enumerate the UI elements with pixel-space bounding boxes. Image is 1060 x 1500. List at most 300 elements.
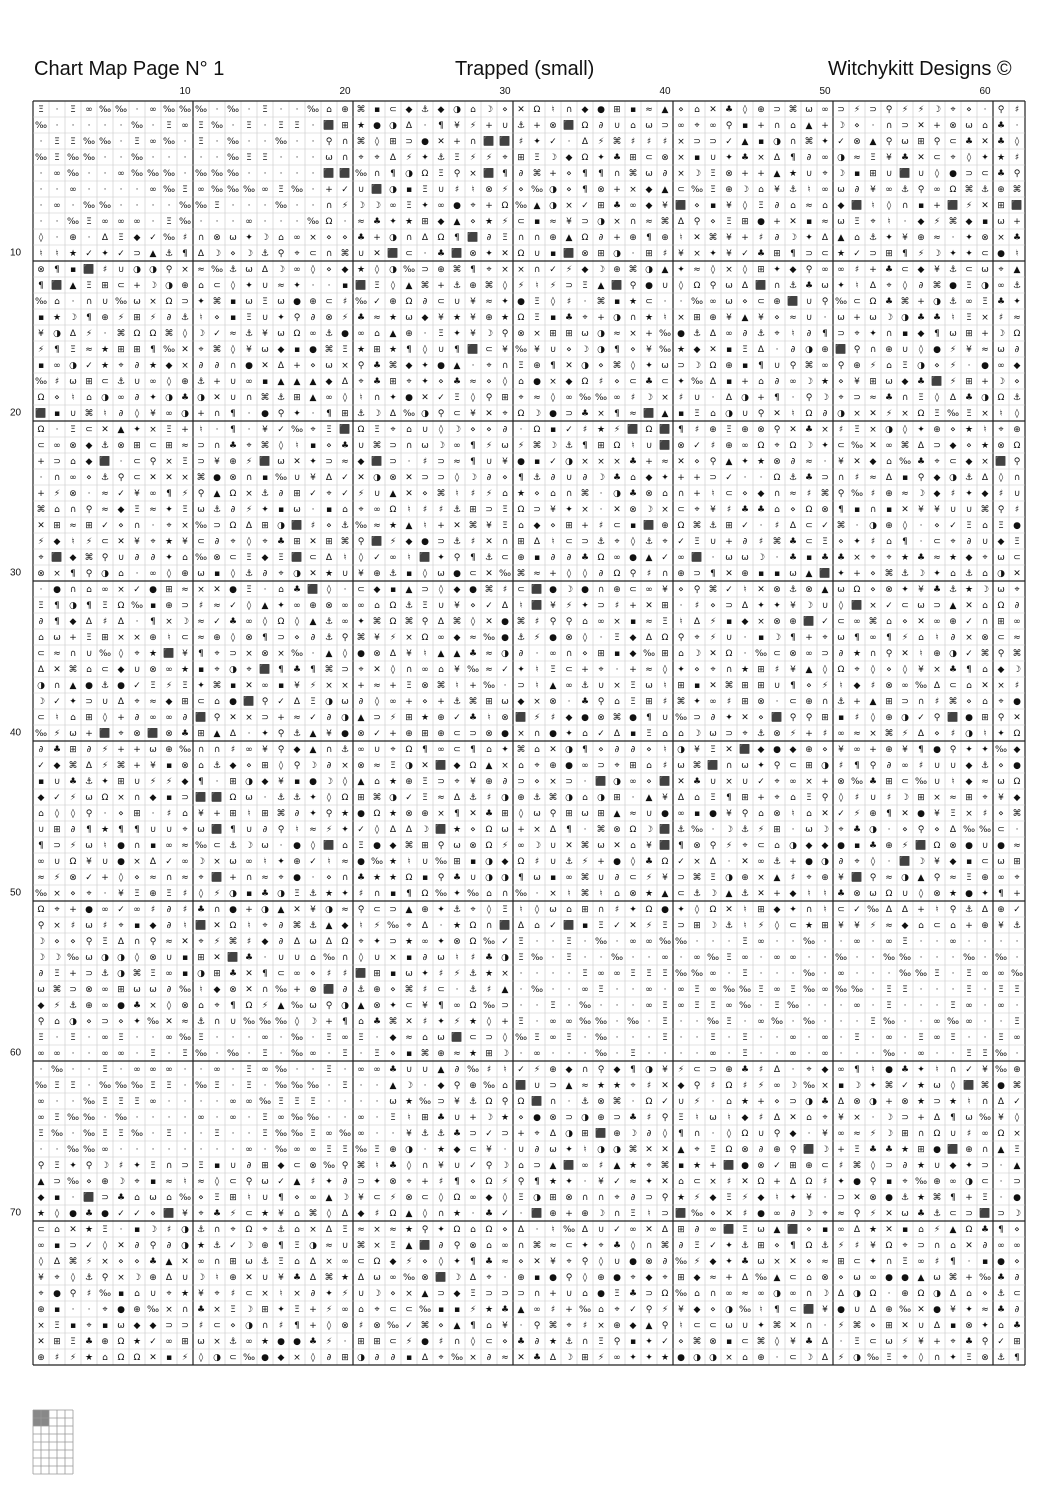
- svg-text:Ξ: Ξ: [758, 985, 764, 995]
- svg-text:·: ·: [168, 153, 171, 163]
- svg-text:⌘: ⌘: [389, 1017, 398, 1027]
- svg-text:♯: ♯: [855, 265, 859, 275]
- svg-text:Ξ: Ξ: [902, 937, 908, 947]
- svg-text:☽: ☽: [709, 921, 717, 931]
- svg-text:¶: ¶: [54, 617, 60, 627]
- svg-text:Ξ: Ξ: [150, 1161, 156, 1171]
- svg-text:⚡: ⚡: [902, 1337, 908, 1347]
- svg-text:Δ: Δ: [38, 665, 45, 675]
- svg-text:☽: ☽: [645, 825, 653, 835]
- svg-text:∞: ∞: [549, 649, 557, 659]
- svg-text:✓: ✓: [117, 1209, 125, 1219]
- svg-text:⌂: ⌂: [694, 1289, 700, 1299]
- svg-text:◊: ◊: [631, 856, 636, 867]
- svg-text:▲: ▲: [950, 601, 957, 611]
- svg-text:★: ★: [917, 1193, 925, 1203]
- svg-text:∪: ∪: [982, 841, 989, 851]
- svg-text:Ω: Ω: [886, 889, 893, 899]
- svg-text:⊃: ⊃: [549, 1081, 557, 1091]
- svg-text:⚡: ⚡: [838, 1321, 844, 1331]
- svg-text:♮: ♮: [631, 441, 634, 451]
- svg-text:Ω: Ω: [710, 361, 717, 371]
- svg-text:✦: ✦: [869, 329, 877, 339]
- svg-text:Ξ: Ξ: [630, 1209, 636, 1219]
- svg-text:♮: ♮: [807, 185, 810, 195]
- svg-text:∂: ∂: [615, 745, 620, 755]
- svg-text:⌂: ⌂: [134, 1289, 140, 1299]
- svg-text:★: ★: [485, 1305, 493, 1315]
- svg-text:⊂: ⊂: [1013, 1289, 1021, 1299]
- svg-text:⚲: ⚲: [38, 921, 45, 931]
- svg-text:⌖: ⌖: [502, 153, 507, 163]
- svg-text:‰: ‰: [35, 297, 47, 307]
- svg-text:⊞: ⊞: [677, 681, 685, 691]
- svg-text:+: +: [1013, 217, 1021, 227]
- svg-text:×: ×: [117, 585, 125, 595]
- svg-text:ω: ω: [245, 793, 253, 803]
- svg-text:·: ·: [568, 1097, 571, 1107]
- svg-text:‰: ‰: [67, 953, 79, 963]
- svg-text:⋄: ⋄: [486, 377, 492, 387]
- svg-text:▪: ▪: [326, 505, 332, 515]
- svg-text:⚓: ⚓: [245, 329, 253, 339]
- svg-text:·: ·: [1016, 1001, 1019, 1011]
- svg-text:◊: ◊: [375, 696, 380, 707]
- svg-text:·: ·: [88, 1049, 91, 1059]
- svg-text:✕: ✕: [565, 841, 573, 851]
- svg-text:‰: ‰: [899, 953, 911, 963]
- svg-text:✕: ✕: [245, 985, 253, 995]
- svg-text:⬛: ⬛: [163, 647, 174, 659]
- svg-text:×: ×: [933, 665, 941, 675]
- svg-text:·: ·: [904, 1001, 907, 1011]
- svg-text:⌘: ⌘: [517, 745, 526, 755]
- svg-text:⚓: ⚓: [341, 521, 349, 531]
- svg-text:▪: ▪: [150, 1177, 156, 1187]
- svg-text:⊃: ⊃: [501, 1129, 509, 1139]
- svg-text:⋄: ⋄: [998, 761, 1004, 771]
- svg-text:✕: ✕: [821, 809, 829, 819]
- svg-text:⊞: ⊞: [373, 1337, 381, 1347]
- svg-text:‰: ‰: [659, 329, 671, 339]
- svg-text:⊂: ⊂: [469, 1033, 477, 1043]
- svg-text:≈: ≈: [277, 281, 285, 291]
- svg-text:∞: ∞: [933, 617, 941, 627]
- svg-text:♮: ♮: [743, 585, 746, 595]
- svg-text:⬛: ⬛: [99, 455, 110, 467]
- svg-text:⚡: ⚡: [86, 537, 92, 547]
- svg-text:♯: ♯: [967, 1129, 971, 1139]
- svg-text:▲: ▲: [646, 1321, 653, 1331]
- svg-text:♯: ♯: [759, 1065, 763, 1075]
- svg-text:·: ·: [72, 1049, 75, 1059]
- svg-text:⌂: ⌂: [278, 585, 284, 595]
- svg-text:◆: ◆: [502, 857, 509, 867]
- svg-text:▲: ▲: [550, 681, 557, 691]
- svg-text:+: +: [757, 393, 765, 403]
- svg-text:·: ·: [648, 953, 651, 963]
- svg-text:♯: ♯: [887, 793, 891, 803]
- svg-text:∂: ∂: [967, 537, 972, 547]
- svg-text:⊂: ⊂: [197, 537, 205, 547]
- svg-text:∂: ∂: [599, 569, 604, 579]
- svg-text:☽: ☽: [501, 1049, 509, 1059]
- svg-text:⚡: ⚡: [86, 1257, 92, 1267]
- svg-text:⌖: ⌖: [1014, 585, 1019, 595]
- svg-text:⚡: ⚡: [902, 105, 908, 115]
- svg-text:∞: ∞: [661, 953, 669, 963]
- svg-text:▪: ▪: [438, 1305, 444, 1315]
- svg-text:◊: ◊: [871, 712, 876, 723]
- svg-text:Ξ: Ξ: [54, 137, 60, 147]
- svg-text:¥: ¥: [870, 1241, 876, 1251]
- svg-text:⌘: ⌘: [1013, 649, 1022, 659]
- svg-text:⚡: ⚡: [406, 1337, 412, 1347]
- svg-text:≈: ≈: [629, 1177, 637, 1187]
- svg-text:Ξ: Ξ: [214, 1081, 220, 1091]
- svg-text:¥: ¥: [326, 729, 332, 739]
- svg-text:▪: ▪: [38, 361, 44, 371]
- svg-text:·: ·: [984, 937, 987, 947]
- svg-text:Ξ: Ξ: [230, 1305, 236, 1315]
- svg-text:∩: ∩: [726, 665, 733, 675]
- svg-text:∞: ∞: [789, 953, 797, 963]
- svg-text:⊂: ⊂: [757, 841, 765, 851]
- row-number: 30: [10, 568, 21, 579]
- svg-text:∞: ∞: [853, 1001, 861, 1011]
- svg-text:✓: ✓: [613, 1225, 621, 1235]
- svg-text:⊞: ⊞: [101, 281, 109, 291]
- svg-text:·: ·: [56, 1145, 59, 1155]
- svg-text:¥: ¥: [358, 569, 364, 579]
- svg-text:⊃: ⊃: [517, 1289, 525, 1299]
- svg-text:♯: ♯: [71, 921, 75, 931]
- svg-text:◊: ◊: [919, 344, 924, 355]
- svg-text:⊕: ⊕: [37, 1353, 45, 1363]
- svg-text:☽: ☽: [501, 1161, 509, 1171]
- svg-text:▲: ▲: [390, 1081, 397, 1091]
- svg-text:¥: ¥: [726, 201, 732, 211]
- svg-text:¥: ¥: [134, 537, 140, 547]
- svg-text:‰: ‰: [147, 1017, 159, 1027]
- svg-text:Ξ: Ξ: [70, 1337, 76, 1347]
- svg-text:·: ·: [504, 1273, 507, 1283]
- svg-text:⌂: ⌂: [694, 793, 700, 803]
- svg-text:×: ×: [245, 649, 253, 659]
- svg-text:Ξ: Ξ: [518, 937, 524, 947]
- svg-text:·: ·: [808, 1129, 811, 1139]
- svg-text:▪: ▪: [406, 185, 412, 195]
- svg-text:⊃: ⊃: [181, 1161, 189, 1171]
- svg-text:⊃: ⊃: [997, 1209, 1005, 1219]
- svg-text:✓: ✓: [965, 617, 973, 627]
- svg-text:⊗: ⊗: [965, 1321, 973, 1331]
- svg-text:·: ·: [984, 985, 987, 995]
- svg-text:◊: ◊: [375, 264, 380, 275]
- svg-text:⚲: ⚲: [70, 1289, 77, 1299]
- svg-text:✦: ✦: [261, 505, 269, 515]
- svg-text:+: +: [597, 857, 605, 867]
- svg-text:‰: ‰: [307, 217, 319, 227]
- svg-text:⌂: ⌂: [566, 905, 572, 915]
- svg-text:Ξ: Ξ: [134, 1097, 140, 1107]
- svg-text:∞: ∞: [101, 1001, 109, 1011]
- svg-text:∞: ∞: [533, 1305, 541, 1315]
- svg-text:♣: ♣: [293, 585, 301, 595]
- svg-text:⊗: ⊗: [69, 441, 77, 451]
- svg-text:·: ·: [552, 985, 555, 995]
- svg-text:⊂: ⊂: [837, 441, 845, 451]
- svg-text:·: ·: [104, 169, 107, 179]
- svg-text:⌂: ⌂: [662, 489, 668, 499]
- svg-text:¶: ¶: [838, 505, 844, 515]
- svg-text:✓: ✓: [853, 249, 861, 259]
- svg-text:∩: ∩: [214, 409, 221, 419]
- svg-text:×: ×: [277, 649, 285, 659]
- svg-text:∞: ∞: [149, 489, 157, 499]
- svg-text:♯: ♯: [455, 185, 459, 195]
- svg-text:∞: ∞: [197, 1257, 205, 1267]
- svg-text:●: ●: [965, 889, 973, 899]
- svg-text:◑: ◑: [101, 569, 109, 579]
- svg-text:Ξ: Ξ: [502, 505, 508, 515]
- svg-text:ω: ω: [85, 921, 93, 931]
- svg-text:⊕: ⊕: [933, 649, 941, 659]
- svg-text:◑: ◑: [613, 777, 621, 787]
- svg-text:◑: ◑: [597, 793, 605, 803]
- svg-text:☽: ☽: [405, 1081, 413, 1091]
- svg-text:▪: ▪: [982, 1257, 988, 1267]
- svg-text:⬛: ⬛: [787, 1223, 798, 1235]
- svg-text:¥: ¥: [790, 1337, 796, 1347]
- svg-text:⌘: ⌘: [693, 873, 702, 883]
- svg-text:⊂: ⊂: [405, 1001, 413, 1011]
- svg-text:∂: ∂: [663, 1257, 668, 1267]
- svg-text:⊕: ⊕: [885, 713, 893, 723]
- svg-text:⊞: ⊞: [693, 313, 701, 323]
- svg-text:★: ★: [453, 825, 461, 835]
- svg-text:✕: ✕: [549, 745, 557, 755]
- svg-text:▪: ▪: [134, 921, 140, 931]
- svg-text:⚲: ⚲: [198, 489, 205, 499]
- svg-text:¶: ¶: [326, 409, 332, 419]
- svg-text:∞: ∞: [133, 217, 141, 227]
- svg-text:⌂: ⌂: [998, 1321, 1004, 1331]
- svg-text:ω: ω: [197, 825, 205, 835]
- svg-text:‰: ‰: [227, 105, 239, 115]
- svg-text:¶: ¶: [310, 665, 316, 675]
- svg-text:+: +: [757, 169, 765, 179]
- svg-text:●: ●: [581, 713, 589, 723]
- svg-text:‰: ‰: [179, 745, 191, 755]
- svg-text:✕: ✕: [517, 105, 525, 115]
- svg-text:●: ●: [421, 537, 429, 547]
- svg-text:⚲: ⚲: [758, 409, 765, 419]
- svg-text:⚓: ⚓: [581, 1097, 589, 1107]
- svg-text:◑: ◑: [117, 969, 125, 979]
- svg-text:◊: ◊: [471, 392, 476, 403]
- svg-text:⋄: ⋄: [838, 1273, 844, 1283]
- svg-text:Ω: Ω: [854, 585, 861, 595]
- row-number: 40: [10, 728, 21, 739]
- svg-text:⚡: ⚡: [950, 377, 956, 387]
- svg-text:∞: ∞: [773, 985, 781, 995]
- svg-text:♣: ♣: [197, 1305, 205, 1315]
- svg-text:·: ·: [328, 1113, 331, 1123]
- svg-text:⊞: ⊞: [869, 169, 877, 179]
- svg-text:☽: ☽: [181, 617, 189, 627]
- svg-text:⋄: ⋄: [694, 457, 700, 467]
- svg-text:●: ●: [309, 777, 317, 787]
- svg-text:◊: ◊: [583, 632, 588, 643]
- svg-text:✦: ✦: [869, 1257, 877, 1267]
- svg-text:⊂: ⊂: [933, 921, 941, 931]
- svg-text:≈: ≈: [101, 489, 109, 499]
- svg-text:◆: ◆: [966, 457, 973, 467]
- svg-text:Ξ: Ξ: [950, 1001, 956, 1011]
- svg-text:●: ●: [997, 1257, 1005, 1267]
- svg-text:·: ·: [1016, 121, 1019, 131]
- svg-text:∞: ∞: [37, 857, 45, 867]
- svg-text:◑: ◑: [597, 1145, 605, 1155]
- svg-text:⊞: ⊞: [517, 153, 525, 163]
- svg-text:⚲: ⚲: [838, 489, 845, 499]
- svg-text:∪: ∪: [454, 1113, 461, 1123]
- svg-text:‰: ‰: [579, 1001, 591, 1011]
- svg-text:≈: ≈: [645, 105, 653, 115]
- svg-text:▲: ▲: [646, 793, 653, 803]
- svg-text:◑: ◑: [389, 185, 397, 195]
- svg-text:✓: ✓: [117, 905, 125, 915]
- svg-text:●: ●: [757, 217, 765, 227]
- svg-text:⚓: ⚓: [533, 793, 541, 803]
- svg-text:‰: ‰: [275, 1081, 287, 1091]
- svg-text:≈: ≈: [485, 665, 493, 675]
- svg-text:‰: ‰: [51, 1065, 63, 1075]
- svg-text:‰: ‰: [579, 1305, 591, 1315]
- svg-text:◑: ◑: [773, 1289, 781, 1299]
- svg-text:⋄: ⋄: [118, 521, 124, 531]
- svg-text:✕: ✕: [741, 1177, 749, 1187]
- svg-text:¶: ¶: [582, 169, 588, 179]
- svg-text:ω: ω: [933, 1081, 941, 1091]
- svg-text:∞: ∞: [629, 201, 637, 211]
- svg-text:⊃: ⊃: [101, 1017, 109, 1027]
- svg-text:∪: ∪: [614, 1257, 621, 1267]
- svg-text:⌖: ⌖: [822, 633, 827, 643]
- svg-text:⊞: ⊞: [405, 713, 413, 723]
- svg-text:✕: ✕: [485, 617, 493, 627]
- svg-text:♯: ♯: [807, 489, 811, 499]
- svg-text:ω: ω: [885, 1337, 893, 1347]
- svg-text:·: ·: [40, 201, 43, 211]
- svg-text:⌂: ⌂: [694, 105, 700, 115]
- svg-text:✓: ✓: [53, 793, 61, 803]
- svg-text:⌖: ⌖: [406, 921, 411, 931]
- svg-text:⋄: ⋄: [118, 1257, 124, 1267]
- svg-text:⊗: ⊗: [517, 329, 525, 339]
- svg-text:⌖: ⌖: [294, 249, 299, 259]
- svg-text:Ξ: Ξ: [966, 281, 972, 291]
- svg-text:⬛: ⬛: [51, 551, 62, 563]
- svg-text:Ω: Ω: [406, 745, 413, 755]
- svg-text:∪: ∪: [694, 393, 701, 403]
- svg-text:·: ·: [88, 489, 91, 499]
- svg-text:¶: ¶: [118, 825, 124, 835]
- svg-text:⬛: ⬛: [467, 343, 478, 355]
- svg-text:ω: ω: [501, 697, 509, 707]
- svg-text:♮: ♮: [199, 425, 202, 435]
- svg-text:·: ·: [56, 425, 59, 435]
- svg-text:∩: ∩: [630, 217, 637, 227]
- svg-text:×: ×: [181, 473, 189, 483]
- svg-text:⚓: ⚓: [453, 537, 461, 547]
- svg-text:⊗: ⊗: [629, 889, 637, 899]
- svg-text:·: ·: [120, 121, 123, 131]
- svg-text:◊: ◊: [295, 616, 300, 627]
- svg-text:⚡: ⚡: [646, 921, 652, 931]
- svg-text:∞: ∞: [917, 1049, 925, 1059]
- svg-text:⌖: ⌖: [742, 841, 747, 851]
- svg-text:☽: ☽: [277, 265, 285, 275]
- svg-text:‰: ‰: [291, 1129, 303, 1139]
- svg-text:⌂: ⌂: [982, 569, 988, 579]
- svg-text:⊞: ⊞: [261, 521, 269, 531]
- svg-text:⊃: ⊃: [517, 681, 525, 691]
- svg-text:⚓: ⚓: [309, 889, 317, 899]
- svg-text:∂: ∂: [263, 825, 268, 835]
- svg-text:▪: ▪: [246, 889, 252, 899]
- svg-text:·: ·: [424, 1145, 427, 1155]
- svg-text:✦: ✦: [997, 729, 1005, 739]
- svg-text:◊: ◊: [999, 472, 1004, 483]
- svg-text:◊: ◊: [583, 1272, 588, 1283]
- svg-text:♣: ♣: [309, 1337, 317, 1347]
- svg-text:●: ●: [53, 585, 61, 595]
- svg-text:∞: ∞: [789, 377, 797, 387]
- svg-text:·: ·: [88, 185, 91, 195]
- svg-text:·: ·: [776, 969, 779, 979]
- svg-text:⌘: ⌘: [981, 649, 990, 659]
- svg-text:Δ: Δ: [310, 1273, 317, 1283]
- svg-text:⋄: ⋄: [502, 105, 508, 115]
- svg-text:⚡: ⚡: [902, 841, 908, 851]
- svg-text:☽: ☽: [197, 1273, 205, 1283]
- svg-text:·: ·: [312, 505, 315, 515]
- svg-text:⚡: ⚡: [534, 1065, 540, 1075]
- svg-text:◆: ◆: [758, 745, 765, 755]
- svg-text:◆: ◆: [342, 265, 349, 275]
- svg-text:∞: ∞: [245, 377, 253, 387]
- svg-text:Δ: Δ: [310, 1257, 317, 1267]
- svg-text:☽: ☽: [421, 825, 429, 835]
- svg-text:⚓: ⚓: [485, 553, 493, 563]
- svg-text:∞: ∞: [101, 585, 109, 595]
- svg-text:⌂: ⌂: [774, 841, 780, 851]
- svg-text:♯: ♯: [439, 1337, 443, 1347]
- svg-text:∪: ∪: [134, 665, 141, 675]
- svg-text:▲: ▲: [358, 1001, 365, 1011]
- svg-text:⚓: ⚓: [773, 857, 781, 867]
- svg-text:⚓: ⚓: [389, 569, 397, 579]
- svg-text:∩: ∩: [870, 505, 877, 515]
- svg-text:⊃: ⊃: [1013, 1177, 1021, 1187]
- svg-text:∞: ∞: [837, 969, 845, 979]
- svg-text:●: ●: [469, 585, 477, 595]
- svg-text:⊃: ⊃: [485, 505, 493, 515]
- svg-text:▪: ▪: [38, 777, 44, 787]
- svg-text:◑: ◑: [501, 873, 509, 883]
